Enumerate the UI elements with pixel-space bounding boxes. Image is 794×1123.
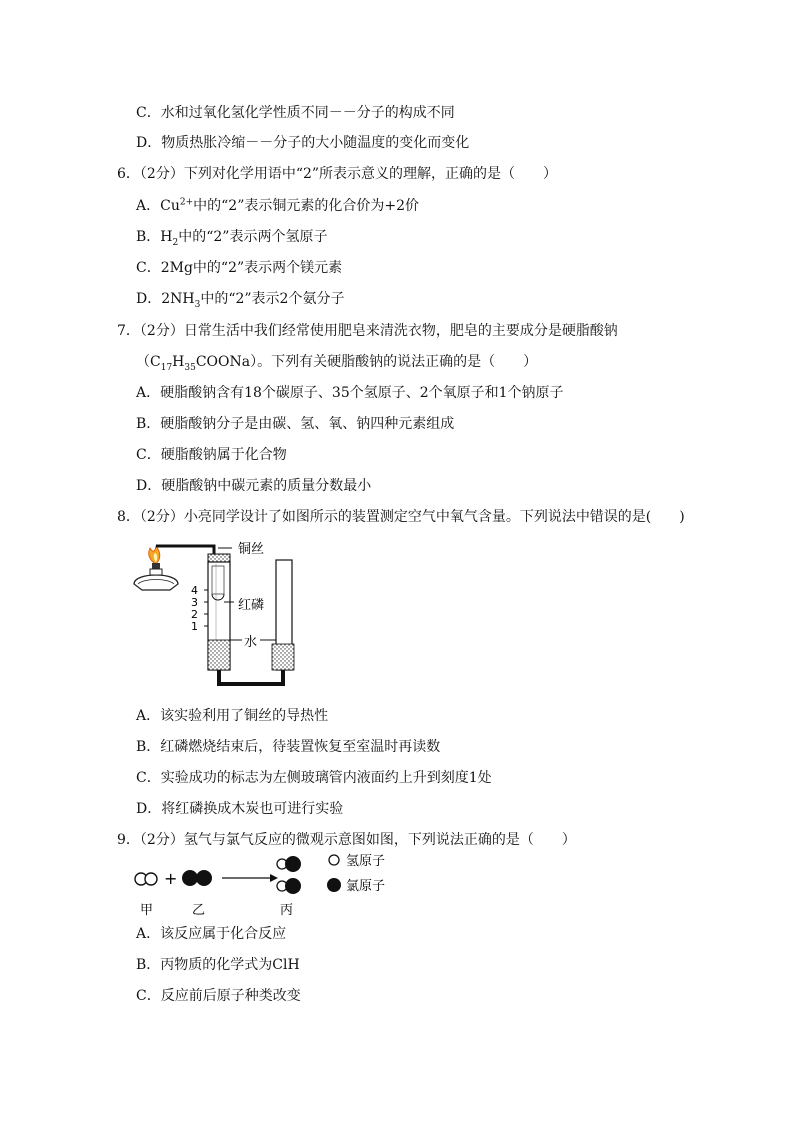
- label-water: 水: [244, 635, 258, 650]
- q6-stem: 6．（2分）下列对化学用语中“2”所表示意义的理解，正确的是（ ）: [117, 166, 558, 182]
- q7-stem-formula-post: COONa）。下列有关硬脂酸钠的说法正确的是（ ）: [195, 354, 538, 370]
- q9-reaction-diagram: [130, 852, 400, 922]
- q8-option-d: D．将红磷换成木炭也可进行实验: [136, 801, 344, 817]
- legend-hydrogen-label: 氢原子: [346, 854, 386, 869]
- q6-option-b-pre: B．H: [136, 229, 173, 245]
- connecting-rubber-tube: [219, 670, 283, 684]
- q7-stem-sub1: 17: [160, 362, 173, 373]
- q8-option-b: B．红磷燃烧结束后，待装置恢复至室温时再读数: [136, 739, 441, 755]
- q6-option-d-pre: D．2NH: [136, 291, 195, 307]
- q6-option-a-post: 中的“2”表示铜元素的化合价为+2价: [193, 198, 419, 214]
- scale-marks: [191, 584, 208, 633]
- q5-option-d: D．物质热胀冷缩－－分子的大小随温度的变化而变化: [136, 135, 470, 151]
- q6-option-b-sub: 2: [172, 237, 179, 248]
- q8-option-c: C．实验成功的标志为左侧玻璃管内液面约上升到刻度1处: [136, 770, 492, 786]
- q7-stem-sub2: 35: [184, 362, 196, 373]
- q8-apparatus-figure: [128, 532, 308, 694]
- q8-option-a: A．该实验利用了铜丝的导热性: [136, 708, 329, 724]
- right-glass-tube: [272, 560, 294, 670]
- molecule-hcl-icon: [277, 856, 301, 894]
- scale-1: 1: [191, 620, 198, 633]
- q5-option-c: C．水和过氧化氢化学性质不同－－分子的构成不同: [136, 105, 455, 121]
- alcohol-lamp-icon: [134, 546, 178, 590]
- copper-wire: [156, 546, 214, 560]
- q6-option-b-post: 中的“2”表示两个氢原子: [178, 229, 328, 245]
- label-yi: 乙: [192, 903, 206, 918]
- left-glass-tube: [208, 554, 230, 670]
- q6-option-d-post: 中的“2”表示2个氨分子: [200, 291, 345, 307]
- q7-stem-line2: [136, 352, 537, 372]
- q9-option-a: A．该反应属于化合反应: [136, 926, 287, 942]
- legend-chlorine-label: 氯原子: [346, 879, 386, 894]
- scale-3: 3: [191, 596, 198, 609]
- molecule-cl2-icon: [182, 870, 212, 886]
- label-jia: 甲: [140, 903, 154, 918]
- label-copper-wire: 铜丝: [238, 542, 265, 557]
- q7-option-d: D．硬脂酸钠中碳元素的质量分数最小: [136, 478, 372, 494]
- label-bing: 丙: [280, 903, 294, 918]
- plus-sign: +: [164, 869, 178, 888]
- q7-stem-formula-pre: （C: [136, 354, 161, 370]
- q8-stem: 8．（2分）小亮同学设计了如图所示的装置测定空气中氧气含量。下列说法中错误的是( ): [117, 509, 685, 525]
- label-red-phosphorus: 红磷: [238, 598, 265, 613]
- q7-option-c: C．硬脂酸钠属于化合物: [136, 447, 287, 463]
- q6-option-d-sub: 3: [194, 299, 201, 310]
- scale-4: 4: [191, 584, 198, 597]
- q6-option-c: C．2Mg中的“2”表示两个镁元素: [136, 260, 343, 276]
- q7-stem-formula-mid: H: [172, 354, 185, 370]
- q6-option-a: [136, 196, 419, 216]
- q6-option-a-sup: 2+: [179, 197, 194, 208]
- q7-stem-line1: 7．（2分）日常生活中我们经常使用肥皂来清洗衣物，肥皂的主要成分是硬脂酸钠: [117, 323, 618, 339]
- molecule-h2-icon: [135, 873, 157, 885]
- q6-option-a-pre: A．Cu: [136, 198, 180, 214]
- q7-option-b: B．硬脂酸钠分子是由碳、氢、氧、钠四种元素组成: [136, 416, 455, 432]
- q6-option-d: [136, 289, 344, 309]
- q9-option-c: C．反应前后原子种类改变: [136, 988, 301, 1004]
- q9-option-b: B．丙物质的化学式为ClH: [136, 957, 300, 973]
- q6-option-b: [136, 227, 327, 247]
- q7-option-a: A．硬脂酸钠含有18个碳原子、35个氢原子、2个氧原子和1个钠原子: [136, 385, 564, 401]
- legend-hydrogen-icon: [329, 855, 339, 865]
- scale-2: 2: [191, 608, 198, 621]
- reaction-arrow-icon: [222, 874, 278, 882]
- legend-chlorine-icon: [327, 878, 341, 892]
- q9-stem: 9．（2分）氢气与氯气反应的微观示意图如图，下列说法正确的是（ ）: [117, 832, 576, 848]
